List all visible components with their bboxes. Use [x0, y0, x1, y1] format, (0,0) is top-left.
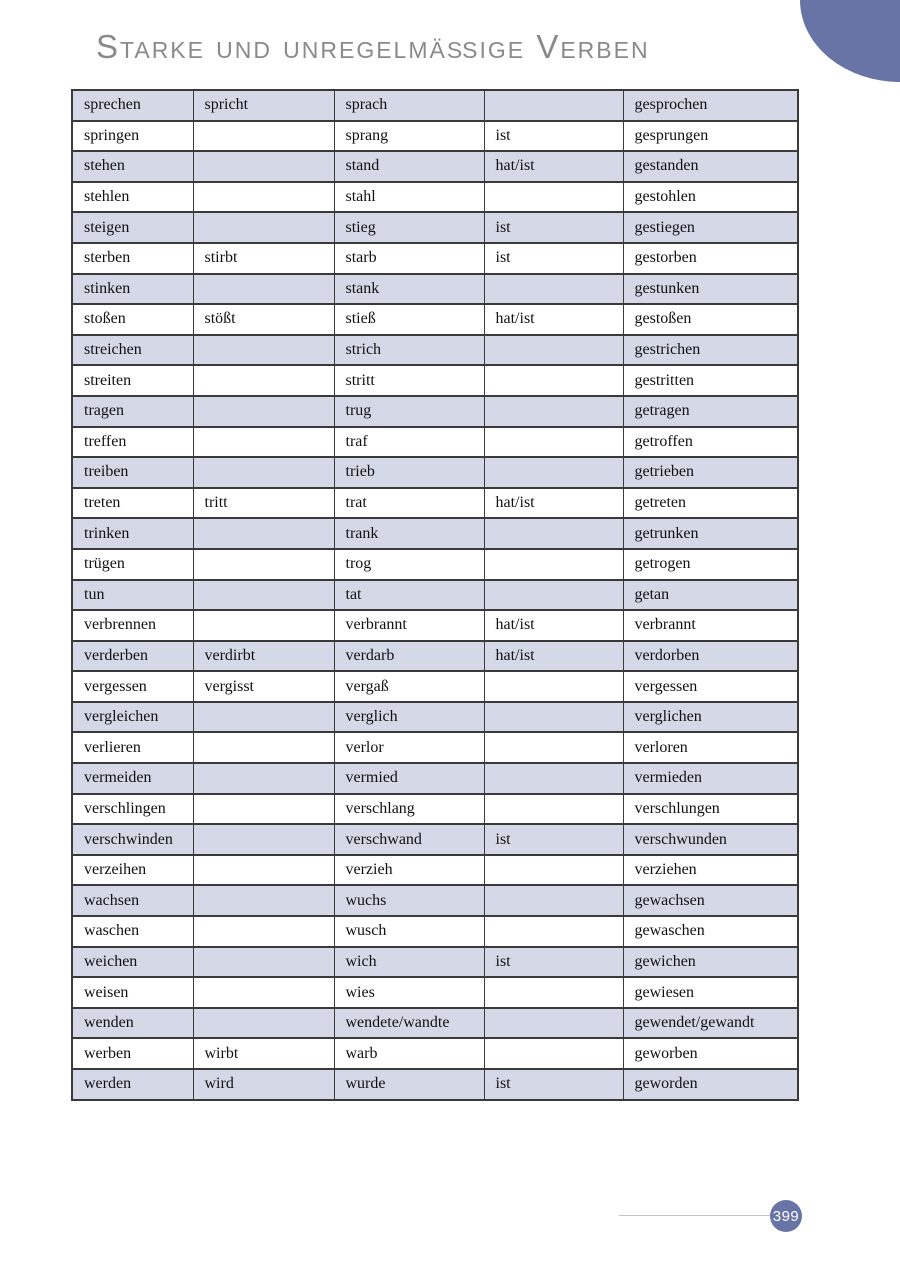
table-cell: stehlen [72, 182, 193, 213]
table-cell [193, 427, 334, 458]
table-cell: verschlang [334, 794, 484, 825]
table-cell: gewaschen [623, 916, 798, 947]
corner-decoration [800, 0, 900, 82]
table-cell [193, 977, 334, 1008]
table-cell: gewendet/gewandt [623, 1008, 798, 1039]
table-cell: ist [484, 824, 623, 855]
table-cell: gesprungen [623, 121, 798, 152]
table-row [72, 365, 798, 396]
table-cell: gestritten [623, 365, 798, 396]
table-cell: stahl [334, 182, 484, 213]
table-cell: wuchs [334, 885, 484, 916]
table-cell [484, 732, 623, 763]
table-cell: spricht [193, 90, 334, 121]
table-cell: gestanden [623, 151, 798, 182]
table-cell [484, 794, 623, 825]
table-cell: weisen [72, 977, 193, 1008]
table-cell: vergisst [193, 671, 334, 702]
table-cell [484, 1038, 623, 1069]
table-cell [193, 794, 334, 825]
table-row [72, 794, 798, 825]
table-cell [193, 855, 334, 886]
table-cell: stieg [334, 212, 484, 243]
table-cell [193, 1008, 334, 1039]
table-cell: wies [334, 977, 484, 1008]
table-cell [484, 457, 623, 488]
table-cell: vermieden [623, 763, 798, 794]
table-row [72, 121, 798, 152]
table-cell [484, 1008, 623, 1039]
table-cell [193, 274, 334, 305]
table-cell: verdarb [334, 641, 484, 672]
table-cell: verschwand [334, 824, 484, 855]
table-row [72, 855, 798, 886]
table-cell [193, 518, 334, 549]
table-row [72, 885, 798, 916]
table-cell [193, 457, 334, 488]
table-cell [193, 212, 334, 243]
table-cell: starb [334, 243, 484, 274]
table-cell: wendete/wandte [334, 1008, 484, 1039]
table-cell: verschlingen [72, 794, 193, 825]
table-cell: stehen [72, 151, 193, 182]
table-cell: getreten [623, 488, 798, 519]
table-cell [484, 396, 623, 427]
table-cell: warb [334, 1038, 484, 1069]
table-cell: stirbt [193, 243, 334, 274]
table-row [72, 457, 798, 488]
table-cell [484, 335, 623, 366]
table-cell [484, 671, 623, 702]
table-cell [484, 702, 623, 733]
table-cell: ist [484, 1069, 623, 1100]
table-row [72, 1008, 798, 1039]
table-cell: stand [334, 151, 484, 182]
table-cell [484, 90, 623, 121]
table-cell: stank [334, 274, 484, 305]
table-cell: geworden [623, 1069, 798, 1100]
table-cell [193, 549, 334, 580]
table-cell: verlor [334, 732, 484, 763]
table-cell: sprach [334, 90, 484, 121]
table-cell: trügen [72, 549, 193, 580]
table-cell: streiten [72, 365, 193, 396]
table-cell: ist [484, 243, 623, 274]
table-cell: vergessen [623, 671, 798, 702]
table-cell: trat [334, 488, 484, 519]
table-cell: vermied [334, 763, 484, 794]
table-cell: stoßen [72, 304, 193, 335]
table-cell: hat/ist [484, 641, 623, 672]
page-title: Starke und unregelmäßige Verben [96, 28, 650, 65]
table-row [72, 243, 798, 274]
table-row [72, 90, 798, 121]
table-cell: verderben [72, 641, 193, 672]
table-cell [484, 763, 623, 794]
table-cell: verziehen [623, 855, 798, 886]
table-cell: werden [72, 1069, 193, 1100]
table-cell: verzieh [334, 855, 484, 886]
table-cell: verdorben [623, 641, 798, 672]
table-row [72, 732, 798, 763]
table-cell: verdirbt [193, 641, 334, 672]
table-cell [484, 182, 623, 213]
verb-table-body [72, 90, 798, 1100]
table-cell: verbrannt [334, 610, 484, 641]
table-cell: verloren [623, 732, 798, 763]
table-cell [484, 855, 623, 886]
page-number: 399 [772, 1207, 800, 1225]
table-cell: hat/ist [484, 304, 623, 335]
table-cell [193, 580, 334, 611]
table-cell [193, 182, 334, 213]
table-cell: verglichen [623, 702, 798, 733]
table-row [72, 947, 798, 978]
table-cell: wirbt [193, 1038, 334, 1069]
table-cell: trieb [334, 457, 484, 488]
table-cell [193, 365, 334, 396]
table-cell: wurde [334, 1069, 484, 1100]
table-cell: stößt [193, 304, 334, 335]
table-cell [484, 518, 623, 549]
table-cell: strich [334, 335, 484, 366]
table-cell: vergessen [72, 671, 193, 702]
table-cell: sterben [72, 243, 193, 274]
table-cell: ist [484, 947, 623, 978]
page-number-badge [770, 1200, 802, 1232]
table-cell: gestoßen [623, 304, 798, 335]
table-cell: vermeiden [72, 763, 193, 794]
table-row [72, 671, 798, 702]
table-cell [193, 151, 334, 182]
table-row [72, 977, 798, 1008]
table-cell: sprang [334, 121, 484, 152]
table-cell: getan [623, 580, 798, 611]
table-cell: gewachsen [623, 885, 798, 916]
table-row [72, 580, 798, 611]
table-cell [193, 702, 334, 733]
table-cell: getragen [623, 396, 798, 427]
table-cell [193, 824, 334, 855]
table-cell: hat/ist [484, 151, 623, 182]
table-cell: verschlungen [623, 794, 798, 825]
table-row [72, 304, 798, 335]
table-cell: steigen [72, 212, 193, 243]
table-row [72, 182, 798, 213]
table-cell: traf [334, 427, 484, 458]
table-cell: ist [484, 121, 623, 152]
table-cell [484, 427, 623, 458]
table-cell: vergaß [334, 671, 484, 702]
table-row [72, 274, 798, 305]
table-row [72, 427, 798, 458]
footer-divider-line [619, 1215, 770, 1216]
table-cell: getrogen [623, 549, 798, 580]
table-cell: sprechen [72, 90, 193, 121]
table-cell: trog [334, 549, 484, 580]
table-cell: wachsen [72, 885, 193, 916]
table-cell: getroffen [623, 427, 798, 458]
table-cell [193, 885, 334, 916]
table-cell: trinken [72, 518, 193, 549]
table-cell: hat/ist [484, 610, 623, 641]
table-cell: verzeihen [72, 855, 193, 886]
table-cell: springen [72, 121, 193, 152]
table-cell [193, 732, 334, 763]
table-row [72, 641, 798, 672]
table-cell: tragen [72, 396, 193, 427]
table-cell [193, 121, 334, 152]
table-cell: gestrichen [623, 335, 798, 366]
table-cell: treffen [72, 427, 193, 458]
table-cell: gestunken [623, 274, 798, 305]
table-cell [484, 885, 623, 916]
table-cell: wich [334, 947, 484, 978]
table-cell: werben [72, 1038, 193, 1069]
table-cell: verbrannt [623, 610, 798, 641]
table-cell: trank [334, 518, 484, 549]
table-cell: wenden [72, 1008, 193, 1039]
table-cell: verglich [334, 702, 484, 733]
table-cell [484, 916, 623, 947]
table-cell: vergleichen [72, 702, 193, 733]
table-cell: waschen [72, 916, 193, 947]
table-row [72, 763, 798, 794]
table-row [72, 151, 798, 182]
table-cell: wusch [334, 916, 484, 947]
table-cell: treten [72, 488, 193, 519]
table-cell: hat/ist [484, 488, 623, 519]
table-row [72, 824, 798, 855]
table-cell: stinken [72, 274, 193, 305]
table-cell [193, 763, 334, 794]
table-cell: tat [334, 580, 484, 611]
table-row [72, 549, 798, 580]
table-cell: getrieben [623, 457, 798, 488]
table-cell: gestiegen [623, 212, 798, 243]
table-cell: gewichen [623, 947, 798, 978]
table-cell: verschwunden [623, 824, 798, 855]
table-cell: stieß [334, 304, 484, 335]
table-row [72, 488, 798, 519]
table-cell [193, 335, 334, 366]
table-cell: weichen [72, 947, 193, 978]
table-cell [484, 580, 623, 611]
table-row [72, 916, 798, 947]
table-cell: wird [193, 1069, 334, 1100]
table-cell: verbrennen [72, 610, 193, 641]
table-row [72, 518, 798, 549]
table-cell: gewiesen [623, 977, 798, 1008]
table-cell [193, 396, 334, 427]
table-cell: gestohlen [623, 182, 798, 213]
table-cell: tun [72, 580, 193, 611]
table-cell: treiben [72, 457, 193, 488]
table-row [72, 610, 798, 641]
table-cell: streichen [72, 335, 193, 366]
table-cell [484, 365, 623, 396]
table-row [72, 1038, 798, 1069]
table-row [72, 702, 798, 733]
table-cell [484, 549, 623, 580]
table-cell: stritt [334, 365, 484, 396]
table-cell [484, 274, 623, 305]
table-cell: gestorben [623, 243, 798, 274]
table-cell [193, 947, 334, 978]
table-cell [193, 916, 334, 947]
table-cell [193, 610, 334, 641]
table-cell: trug [334, 396, 484, 427]
table-cell: verlieren [72, 732, 193, 763]
table-cell: ist [484, 212, 623, 243]
verb-table [71, 89, 799, 1101]
table-cell: verschwinden [72, 824, 193, 855]
table-cell [484, 977, 623, 1008]
table-cell: getrunken [623, 518, 798, 549]
table-cell: tritt [193, 488, 334, 519]
table-row [72, 335, 798, 366]
table-row [72, 1069, 798, 1100]
table-cell: gesprochen [623, 90, 798, 121]
table-cell: geworben [623, 1038, 798, 1069]
table-row [72, 212, 798, 243]
table-row [72, 396, 798, 427]
